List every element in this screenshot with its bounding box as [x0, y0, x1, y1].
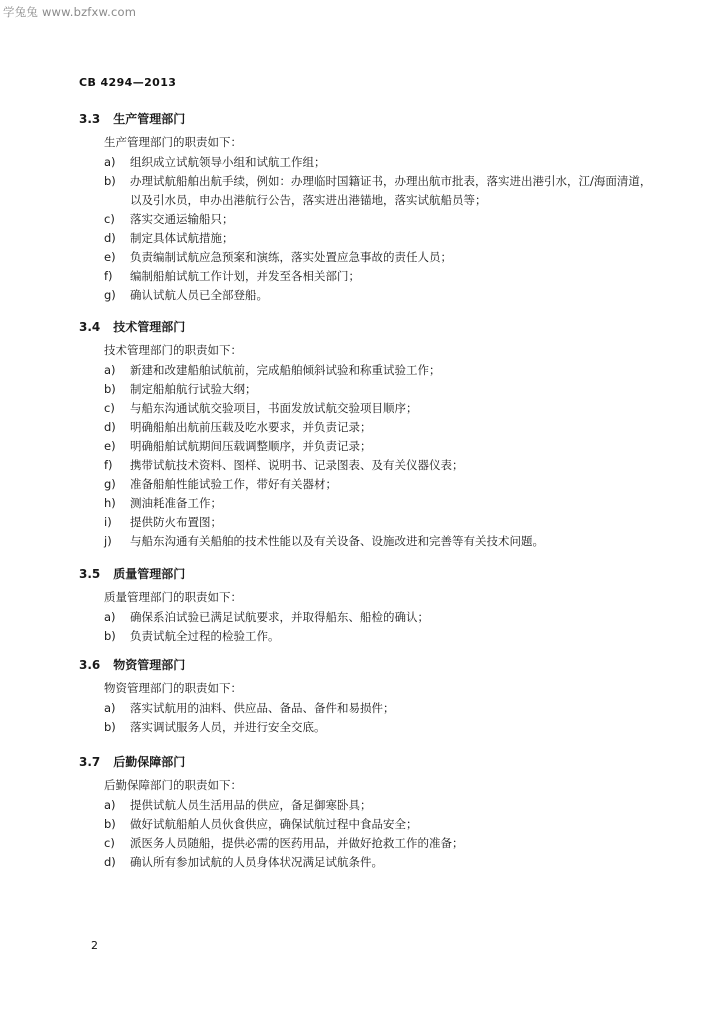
- list-item: [79, 361, 659, 380]
- section-title: 生产管理部门: [113, 112, 186, 126]
- section-number: 3.7: [79, 755, 101, 769]
- item-text: 确认所有参加试航的人员身体状况满足试航条件。: [130, 855, 383, 869]
- item-text: 派医务人员随船，提供必需的医药用品，并做好抢救工作的准备；: [130, 836, 464, 850]
- list-item: [79, 418, 659, 437]
- item-text: 确保系泊试验已满足试航要求，并取得船东、船检的确认；: [130, 610, 429, 624]
- list-item: [79, 248, 659, 267]
- item-label: g): [104, 477, 116, 491]
- item-label: a): [104, 701, 116, 715]
- section-intro: 生产管理部门的职责如下：: [104, 135, 242, 149]
- item-label: i): [104, 515, 112, 529]
- list-item: [79, 718, 659, 737]
- item-label: c): [104, 401, 115, 415]
- section-3-3: [79, 108, 659, 305]
- item-text: 做好试航船舶人员伙食供应，确保试航过程中食品安全；: [130, 817, 418, 831]
- section-heading: [79, 654, 659, 676]
- document-code-header: CB 4294—2013: [79, 76, 177, 89]
- item-label: a): [104, 798, 116, 812]
- section-heading: [79, 563, 659, 585]
- section-number: 3.3: [79, 112, 101, 126]
- section-title: 技术管理部门: [113, 320, 186, 334]
- list-item: [79, 815, 659, 834]
- section-intro: 质量管理部门的职责如下：: [104, 590, 242, 604]
- item-label: b): [104, 817, 116, 831]
- watermark-text: 学兔兔 www.bzfxw.com: [3, 5, 137, 19]
- list-item: [79, 437, 659, 456]
- item-text: 组织成立试航领导小组和试航工作组；: [130, 155, 326, 169]
- item-label: d): [104, 231, 116, 245]
- list-item: [79, 834, 659, 853]
- page-number: 2: [91, 939, 98, 952]
- item-text: 负责编制试航应急预案和演练，落实处置应急事故的责任人员；: [130, 250, 452, 264]
- item-text: 携带试航技术资料、图样、说明书、记录图表、及有关仪器仪表；: [130, 458, 464, 472]
- list-item: [79, 532, 659, 551]
- item-label: c): [104, 212, 115, 226]
- item-label: e): [104, 250, 116, 264]
- list-item: [79, 267, 659, 286]
- list-item: [79, 513, 659, 532]
- list-item: [79, 172, 659, 210]
- item-text: 提供试航人员生活用品的供应，备足御寒卧具；: [130, 798, 372, 812]
- item-label: g): [104, 288, 116, 302]
- item-label: b): [104, 174, 116, 188]
- list-item: [79, 286, 659, 305]
- item-text: 制定具体试航措施；: [130, 231, 234, 245]
- item-label: f): [104, 269, 113, 283]
- list-item: [79, 608, 659, 627]
- item-text: 办理试航船舶出航手续，例如：办理临时国籍证书，办理出航市批表，落实进出港引水，江/海面清道，以及引水员，申办出港航行公告，落实进出港锚地，落实试航船员等；: [130, 174, 652, 207]
- item-label: h): [104, 496, 116, 510]
- list-item: [79, 796, 659, 815]
- item-label: j): [104, 534, 112, 548]
- section-heading: [79, 316, 659, 338]
- item-label: d): [104, 855, 116, 869]
- list-item: [79, 627, 659, 646]
- list-item: [79, 853, 659, 872]
- item-label: f): [104, 458, 113, 472]
- list-item: [79, 699, 659, 718]
- list-item: [79, 153, 659, 172]
- section-title: 物资管理部门: [113, 658, 186, 672]
- item-label: b): [104, 720, 116, 734]
- item-text: 与船东沟通试航交验项目，书面发放试航交验项目顺序；: [130, 401, 418, 415]
- item-label: b): [104, 629, 116, 643]
- item-label: c): [104, 836, 115, 850]
- item-text: 落实交通运输船只；: [130, 212, 234, 226]
- item-text: 明确船舶出航前压载及吃水要求，并负责记录；: [130, 420, 372, 434]
- section-number: 3.4: [79, 320, 101, 334]
- item-label: a): [104, 610, 116, 624]
- list-item: [79, 229, 659, 248]
- list-item: [79, 380, 659, 399]
- section-title: 后勤保障部门: [113, 755, 186, 769]
- item-text: 制定船舶航行试验大纲；: [130, 382, 257, 396]
- section-intro: 后勤保障部门的职责如下：: [104, 778, 242, 792]
- item-text: 负责试航全过程的检验工作。: [130, 629, 280, 643]
- section-intro: 物资管理部门的职责如下：: [104, 681, 242, 695]
- item-text: 与船东沟通有关船舶的技术性能以及有关设备、设施改进和完善等有关技术问题。: [130, 534, 544, 548]
- section-intro: 技术管理部门的职责如下：: [104, 343, 242, 357]
- list-item: [79, 399, 659, 418]
- list-item: [79, 210, 659, 229]
- section-3-5: [79, 563, 659, 646]
- item-text: 编制船舶试航工作计划，并发至各相关部门；: [130, 269, 360, 283]
- item-label: b): [104, 382, 116, 396]
- section-number: 3.6: [79, 658, 101, 672]
- section-heading: [79, 751, 659, 773]
- item-label: e): [104, 439, 116, 453]
- list-item: [79, 494, 659, 513]
- item-text: 落实调试服务人员，并进行安全交底。: [130, 720, 326, 734]
- list-item: [79, 475, 659, 494]
- item-text: 明确船舶试航期间压载调整顺序，并负责记录；: [130, 439, 372, 453]
- item-label: a): [104, 363, 116, 377]
- section-3-6: [79, 654, 659, 737]
- item-text: 落实试航用的油料、供应品、备品、备件和易损件；: [130, 701, 395, 715]
- section-3-7: [79, 751, 659, 872]
- section-3-4: [79, 316, 659, 551]
- section-title: 质量管理部门: [113, 567, 186, 581]
- item-text: 提供防火布置图；: [130, 515, 222, 529]
- item-text: 准备船舶性能试验工作，带好有关器材；: [130, 477, 337, 491]
- item-text: 新建和改建船舶试航前，完成船舶倾斜试验和称重试验工作；: [130, 363, 441, 377]
- item-label: d): [104, 420, 116, 434]
- item-label: a): [104, 155, 116, 169]
- list-item: [79, 456, 659, 475]
- item-text: 测油耗准备工作；: [130, 496, 222, 510]
- item-text: 确认试航人员已全部登船。: [130, 288, 268, 302]
- section-number: 3.5: [79, 567, 101, 581]
- section-heading: [79, 108, 659, 130]
